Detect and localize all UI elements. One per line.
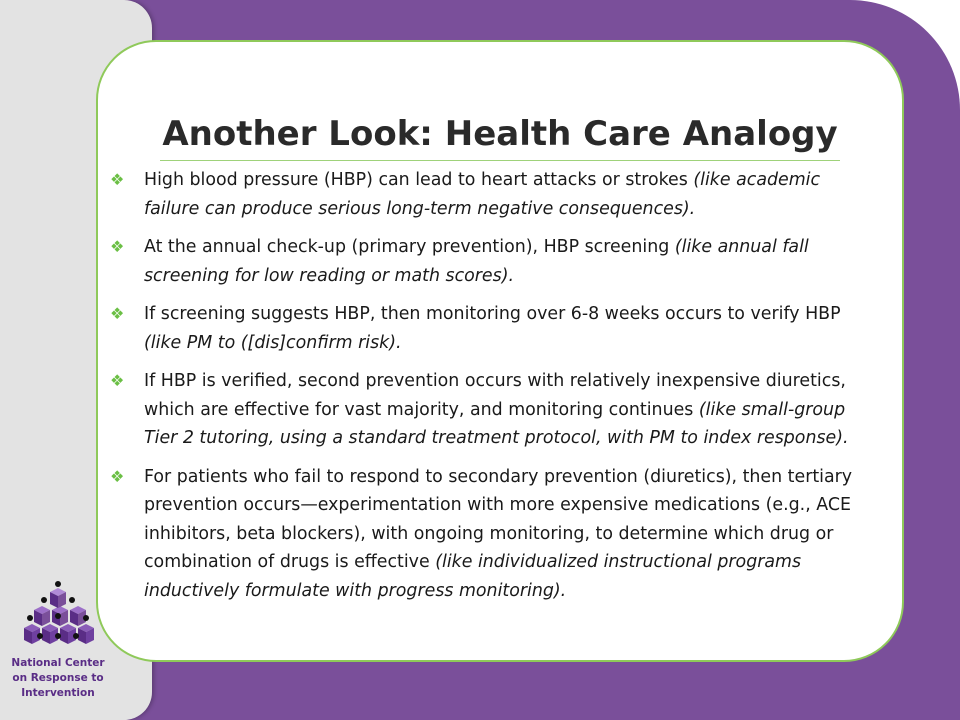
title-divider bbox=[160, 160, 840, 161]
bullet-item bbox=[108, 367, 868, 453]
slide-title: Another Look: Health Care Analogy bbox=[162, 114, 838, 154]
bullet-analogy: (like small-group Tier 2 tutoring, using a standard treatment protocol, with PM to index response). bbox=[144, 399, 849, 448]
bullet-item bbox=[108, 233, 868, 290]
organization-name-line: on Response to bbox=[12, 672, 104, 684]
bullet-text: At the annual check-up (primary prevention), HBP screening bbox=[144, 237, 675, 257]
diamond-bullet-icon: ❖ bbox=[110, 371, 125, 390]
diamond-bullet-icon: ❖ bbox=[110, 170, 125, 189]
diamond-bullet-icon: ❖ bbox=[110, 466, 125, 486]
diamond-bullet-icon: ❖ bbox=[110, 304, 125, 323]
bullet-text: If HBP is verified, second prevention occurs with relatively inexpensive diuretics, which are effective for vast majority, and monitoring continues bbox=[144, 371, 846, 420]
stacked-cubes-logo-icon bbox=[20, 580, 96, 650]
diamond-bullet-icon: ❖ bbox=[110, 237, 125, 256]
bullet-analogy: (like individualized instructional programs inductively formulate with progress monitoring). bbox=[144, 552, 802, 601]
bullet-text: If screening suggests HBP, then monitoring over 6-8 weeks occurs to verify HBP bbox=[144, 304, 841, 324]
bullet-text: High blood pressure (HBP) can lead to heart attacks or strokes bbox=[144, 170, 694, 190]
bullet-item bbox=[108, 166, 868, 223]
bullet-item bbox=[108, 463, 868, 606]
bullet-analogy: (like annual fall screening for low reading or math scores). bbox=[144, 237, 809, 286]
organization-name bbox=[0, 656, 116, 701]
bullet-analogy: (like academic failure can produce serious long-term negative consequences). bbox=[144, 170, 821, 219]
bullet-text: For patients who fail to respond to secondary prevention (diuretics), then tertiary prevention occurs—experimentation with more expensive medications (e.g., ACE inhibitors, beta blockers), with ongoing monitoring, to determine which drug or combination of drugs is effective bbox=[144, 466, 853, 572]
bullet-list bbox=[108, 166, 868, 615]
bullet-item bbox=[108, 300, 868, 357]
organization-name-line: National Center bbox=[11, 657, 105, 669]
bullet-analogy: (like PM to ([dis]confirm risk). bbox=[144, 332, 402, 353]
organization-name-line: Intervention bbox=[21, 687, 95, 699]
